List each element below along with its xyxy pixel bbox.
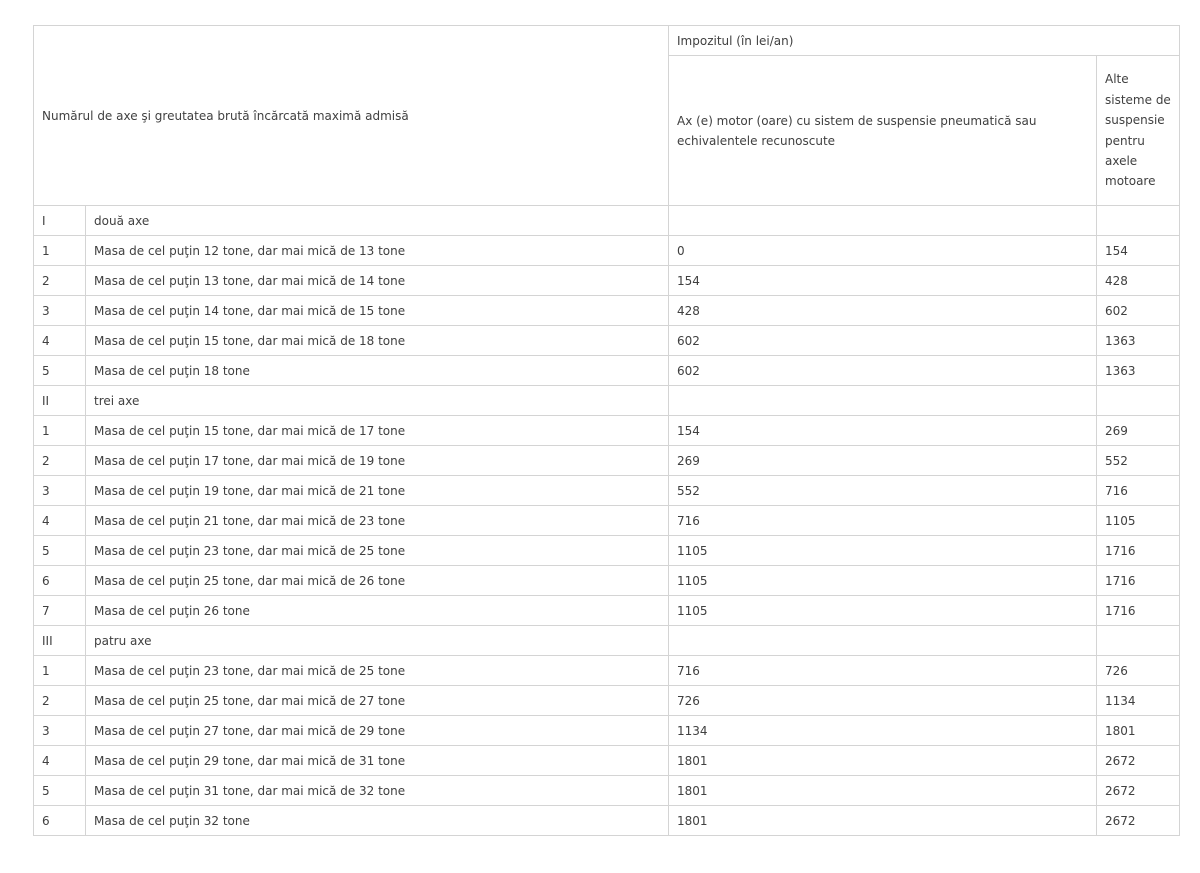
table-row (34, 686, 1180, 716)
header-pneumatic-suspension: Ax (e) motor (oare) cu sistem de suspensie pneumatică sau echivalentele recunoscute (669, 56, 1097, 206)
row-number: 1 (34, 236, 86, 266)
tax-other-value: 2672 (1097, 746, 1180, 776)
table-row (34, 446, 1180, 476)
row-number: 3 (34, 296, 86, 326)
tax-pneumatic-value: 1105 (669, 536, 1097, 566)
tax-other-value (1097, 206, 1180, 236)
tax-pneumatic-value: 154 (669, 266, 1097, 296)
row-mass-range: Masa de cel puţin 15 tone, dar mai mică de 17 tone (86, 416, 669, 446)
table-group-row (34, 626, 1180, 656)
row-mass-range: Masa de cel puţin 23 tone, dar mai mică de 25 tone (86, 656, 669, 686)
row-number: 2 (34, 446, 86, 476)
tax-pneumatic-value (669, 206, 1097, 236)
tax-pneumatic-value: 1801 (669, 746, 1097, 776)
table-row (34, 596, 1180, 626)
tax-other-value: 2672 (1097, 806, 1180, 836)
tax-pneumatic-value (669, 386, 1097, 416)
tax-other-value: 602 (1097, 296, 1180, 326)
tax-pneumatic-value: 0 (669, 236, 1097, 266)
row-mass-range: Masa de cel puţin 15 tone, dar mai mică de 18 tone (86, 326, 669, 356)
table-row (34, 296, 1180, 326)
table-row (34, 326, 1180, 356)
row-number: 5 (34, 536, 86, 566)
tax-other-value: 1716 (1097, 596, 1180, 626)
row-number: 5 (34, 776, 86, 806)
row-number: 4 (34, 506, 86, 536)
table-row (34, 236, 1180, 266)
tax-table-container (33, 25, 1180, 836)
tax-pneumatic-value: 726 (669, 686, 1097, 716)
tax-other-value: 552 (1097, 446, 1180, 476)
row-number: 2 (34, 266, 86, 296)
tax-pneumatic-value: 716 (669, 656, 1097, 686)
tax-pneumatic-value: 1105 (669, 566, 1097, 596)
tax-other-value: 1801 (1097, 716, 1180, 746)
group-number: III (34, 626, 86, 656)
row-mass-range: Masa de cel puţin 12 tone, dar mai mică de 13 tone (86, 236, 669, 266)
table-row (34, 356, 1180, 386)
group-number: I (34, 206, 86, 236)
tax-pneumatic-value: 1105 (669, 596, 1097, 626)
group-number: II (34, 386, 86, 416)
row-number: 1 (34, 656, 86, 686)
row-number: 5 (34, 356, 86, 386)
table-row (34, 716, 1180, 746)
table-row (34, 476, 1180, 506)
tax-other-value: 726 (1097, 656, 1180, 686)
tax-other-value (1097, 626, 1180, 656)
group-label: două axe (86, 206, 669, 236)
row-mass-range: Masa de cel puţin 31 tone, dar mai mică de 32 tone (86, 776, 669, 806)
tax-other-value: 1363 (1097, 326, 1180, 356)
tax-pneumatic-value: 552 (669, 476, 1097, 506)
row-mass-range: Masa de cel puţin 27 tone, dar mai mică de 29 tone (86, 716, 669, 746)
row-mass-range: Masa de cel puţin 26 tone (86, 596, 669, 626)
tax-pneumatic-value: 269 (669, 446, 1097, 476)
tax-other-value: 154 (1097, 236, 1180, 266)
row-number: 6 (34, 566, 86, 596)
tax-other-value: 2672 (1097, 776, 1180, 806)
row-mass-range: Masa de cel puţin 29 tone, dar mai mică de 31 tone (86, 746, 669, 776)
table-group-row (34, 206, 1180, 236)
row-mass-range: Masa de cel puţin 23 tone, dar mai mică de 25 tone (86, 536, 669, 566)
row-mass-range: Masa de cel puţin 25 tone, dar mai mică de 27 tone (86, 686, 669, 716)
tax-pneumatic-value: 154 (669, 416, 1097, 446)
row-number: 1 (34, 416, 86, 446)
tax-pneumatic-value: 428 (669, 296, 1097, 326)
row-number: 7 (34, 596, 86, 626)
row-number: 2 (34, 686, 86, 716)
tax-table (33, 25, 1180, 836)
table-header-row-top (34, 26, 1180, 56)
table-row (34, 746, 1180, 776)
row-number: 3 (34, 716, 86, 746)
group-label: trei axe (86, 386, 669, 416)
table-row (34, 806, 1180, 836)
tax-pneumatic-value: 602 (669, 326, 1097, 356)
tax-other-value: 428 (1097, 266, 1180, 296)
row-mass-range: Masa de cel puţin 32 tone (86, 806, 669, 836)
table-row (34, 506, 1180, 536)
tax-other-value: 1363 (1097, 356, 1180, 386)
tax-pneumatic-value: 602 (669, 356, 1097, 386)
row-number: 3 (34, 476, 86, 506)
tax-pneumatic-value: 1801 (669, 806, 1097, 836)
row-number: 6 (34, 806, 86, 836)
tax-other-value: 1105 (1097, 506, 1180, 536)
table-row (34, 656, 1180, 686)
tax-other-value (1097, 386, 1180, 416)
table-group-row (34, 386, 1180, 416)
table-row (34, 536, 1180, 566)
table-row (34, 266, 1180, 296)
row-mass-range: Masa de cel puţin 17 tone, dar mai mică de 19 tone (86, 446, 669, 476)
header-tax: Impozitul (în lei/an) (669, 26, 1180, 56)
row-mass-range: Masa de cel puţin 19 tone, dar mai mică de 21 tone (86, 476, 669, 506)
tax-pneumatic-value: 716 (669, 506, 1097, 536)
tax-pneumatic-value (669, 626, 1097, 656)
group-label: patru axe (86, 626, 669, 656)
row-mass-range: Masa de cel puţin 14 tone, dar mai mică de 15 tone (86, 296, 669, 326)
tax-pneumatic-value: 1134 (669, 716, 1097, 746)
table-row (34, 776, 1180, 806)
row-mass-range: Masa de cel puţin 21 tone, dar mai mică de 23 tone (86, 506, 669, 536)
table-row (34, 416, 1180, 446)
tax-other-value: 1716 (1097, 566, 1180, 596)
row-number: 4 (34, 746, 86, 776)
tax-other-value: 716 (1097, 476, 1180, 506)
tax-other-value: 1716 (1097, 536, 1180, 566)
table-row (34, 566, 1180, 596)
row-mass-range: Masa de cel puţin 18 tone (86, 356, 669, 386)
tax-pneumatic-value: 1801 (669, 776, 1097, 806)
row-mass-range: Masa de cel puţin 25 tone, dar mai mică de 26 tone (86, 566, 669, 596)
header-axle-weight: Numărul de axe şi greutatea brută încărcată maximă admisă (34, 26, 669, 206)
tax-other-value: 269 (1097, 416, 1180, 446)
header-other-suspension: Alte sisteme de suspensie pentru axele motoare (1097, 56, 1180, 206)
row-mass-range: Masa de cel puţin 13 tone, dar mai mică de 14 tone (86, 266, 669, 296)
tax-other-value: 1134 (1097, 686, 1180, 716)
row-number: 4 (34, 326, 86, 356)
